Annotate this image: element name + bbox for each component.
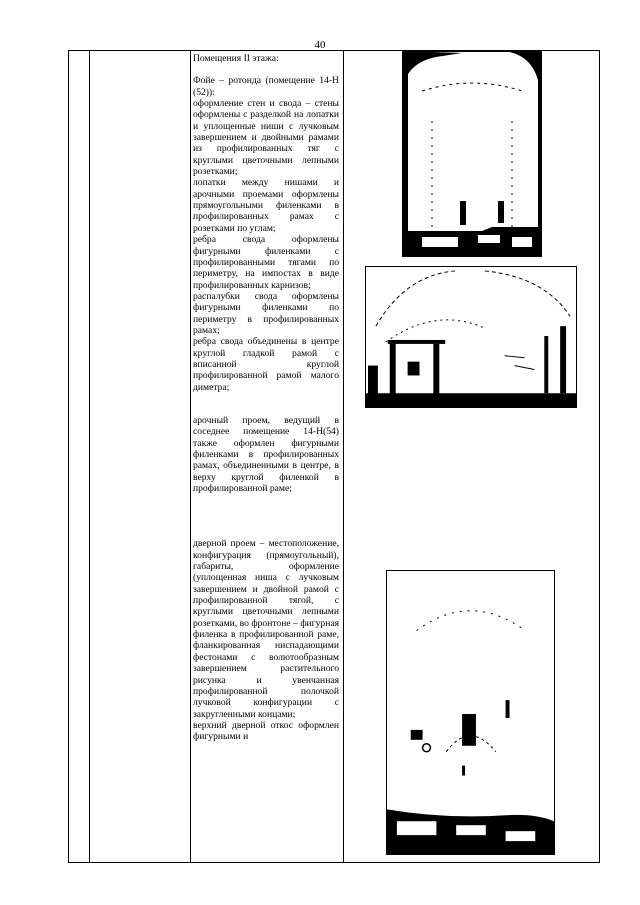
door-paragraph: верхний дверной откос оформлен фигурными и (193, 719, 339, 743)
photo-wall-niche (402, 51, 542, 257)
paragraph: лопатки между нишами и арочными проемами оформлены прямоугольными филенками в профилированных рамах с розетками по углам; (193, 177, 339, 234)
door-paragraph: дверной проем – местоположение, конфигурация (прямоугольный), габариты, оформление (уплощенная ниша с лучковым завершением и двойной рамой с профилированной тягой, с круглыми цветочными лепными розетками, во фронтоне – фигурная филенка в профилированной раме, фланкированная ниспадающими фестонами с волютообразным завершением растительного рисунка и увенчанная профилированной полочкой лучковой конфигурации с закругленными концами; (193, 538, 339, 720)
paragraph: ребра свода объединены в центре круглой гладкой рамой с вписанной круглой профилированной рамой малого диметра; (193, 336, 339, 393)
column-divider (190, 51, 191, 862)
description-column (193, 53, 339, 743)
photo-doorway (386, 570, 555, 855)
paragraph: ребра свода оформлены фигурными филенками с профилированными тягами по периметру, на импостах в виде профилированных карнизов; (193, 234, 339, 291)
column-divider (89, 51, 90, 862)
arch-paragraph: арочный проем, ведущий в соседнее помещение 14-Н(54) также оформлен фигурными филенками в профилированных рамах, объединенными в центре, в верху круглой филенкой в профилированной раме; (193, 414, 339, 495)
photo-vault (365, 266, 577, 408)
paragraph: оформление стен и свода – стены оформлены с разделкой на лопатки и уплощенные ниши с лучковым завершением и двойными рамами из профилированных тяг с круглыми цветочными лепными розетками; (193, 98, 339, 178)
column-divider (343, 51, 344, 862)
paragraph: распалубки свода оформлены фигурными филенками по периметру в профилированных рамах; (193, 290, 339, 336)
section-heading: Помещения II этажа: (193, 53, 279, 64)
room-title: Фойе – ротонда (помещение 14-Н (52)): (193, 75, 339, 98)
page-number: 40 (314, 39, 326, 51)
